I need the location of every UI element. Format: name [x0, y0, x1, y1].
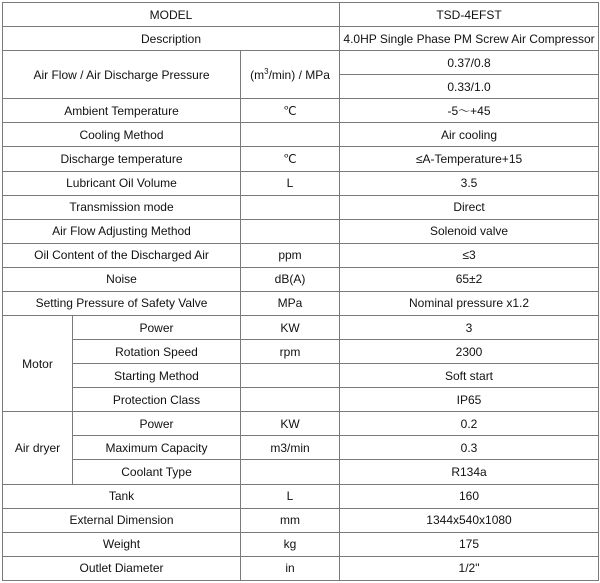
cooling-value: Air cooling — [340, 123, 599, 147]
air-flow-value-2: 0.33/1.0 — [340, 75, 599, 99]
safety-valve-label: Setting Pressure of Safety Valve — [3, 291, 241, 315]
table-row-motor-starting — [3, 364, 599, 388]
description-value: 4.0HP Single Phase PM Screw Air Compressor — [340, 27, 599, 51]
safety-valve-unit: MPa — [241, 291, 340, 315]
table-row-motor-speed — [3, 340, 599, 364]
table-row-motor-protection — [3, 388, 599, 412]
ambient-temp-value: -5～+45 — [340, 99, 599, 123]
table-row-dimension — [3, 508, 599, 532]
ambient-temp-label: Ambient Temperature — [3, 99, 241, 123]
dryer-capacity-unit: m3/min — [241, 436, 340, 460]
table-row-oil-volume — [3, 171, 599, 195]
weight-value: 175 — [340, 532, 599, 556]
noise-unit: dB(A) — [241, 267, 340, 291]
table-row-oil-content — [3, 243, 599, 267]
oil-volume-unit: L — [241, 171, 340, 195]
table-row-outlet — [3, 556, 599, 580]
motor-speed-value: 2300 — [340, 340, 599, 364]
oil-content-value: ≤3 — [340, 243, 599, 267]
noise-label: Noise — [3, 267, 241, 291]
table-row-safety-valve — [3, 291, 599, 315]
dryer-power-unit: KW — [241, 412, 340, 436]
transmission-label: Transmission mode — [3, 195, 241, 219]
table-row-air-flow — [3, 51, 599, 75]
motor-protection-value: IP65 — [340, 388, 599, 412]
motor-power-label: Power — [73, 316, 241, 340]
flow-adjust-label: Air Flow Adjusting Method — [3, 219, 241, 243]
dryer-capacity-value: 0.3 — [340, 436, 599, 460]
table-row-transmission — [3, 195, 599, 219]
description-label: Description — [3, 27, 340, 51]
air-flow-unit-suffix: /min) / MPa — [268, 67, 330, 82]
dryer-capacity-label: Maximum Capacity — [73, 436, 241, 460]
flow-adjust-unit — [241, 219, 340, 243]
air-flow-unit-prefix: (m — [250, 67, 265, 82]
motor-starting-label: Starting Method — [73, 364, 241, 388]
motor-speed-label: Rotation Speed — [73, 340, 241, 364]
motor-protection-unit — [241, 388, 340, 412]
air-flow-value-1: 0.37/0.8 — [340, 51, 599, 75]
dryer-power-value: 0.2 — [340, 412, 599, 436]
table-row-description — [3, 27, 599, 51]
oil-volume-value: 3.5 — [340, 171, 599, 195]
discharge-temp-unit: ℃ — [241, 147, 340, 171]
outlet-label: Outlet Diameter — [3, 556, 241, 580]
table-row-dryer-capacity — [3, 436, 599, 460]
dryer-coolant-value: R134a — [340, 460, 599, 484]
outlet-unit: in — [241, 556, 340, 580]
air-dryer-group-label: Air dryer — [3, 412, 73, 484]
dryer-coolant-unit — [241, 460, 340, 484]
table-row-tank — [3, 484, 599, 508]
cooling-label: Cooling Method — [3, 123, 241, 147]
model-label: MODEL — [3, 3, 340, 27]
motor-starting-value: Soft start — [340, 364, 599, 388]
air-flow-label: Air Flow / Air Discharge Pressure — [3, 51, 241, 99]
tank-label: Tank — [3, 484, 241, 508]
table-row-noise — [3, 267, 599, 291]
table-row-model — [3, 3, 599, 27]
ambient-temp-unit: ℃ — [241, 99, 340, 123]
dryer-coolant-label: Coolant Type — [73, 460, 241, 484]
weight-label: Weight — [3, 532, 241, 556]
outlet-value: 1/2" — [340, 556, 599, 580]
air-flow-unit-sup: 3 — [264, 66, 269, 76]
table-row-discharge-temp — [3, 147, 599, 171]
table-row-motor-power — [3, 316, 599, 340]
table-row-ambient-temp — [3, 99, 599, 123]
noise-value: 65±2 — [340, 267, 599, 291]
discharge-temp-value: ≤A-Temperature+15 — [340, 147, 599, 171]
motor-power-unit: KW — [241, 316, 340, 340]
tank-unit: L — [241, 484, 340, 508]
table-row-cooling — [3, 123, 599, 147]
table-row-dryer-coolant — [3, 460, 599, 484]
table-row-flow-adjust — [3, 219, 599, 243]
table-row-dryer-power — [3, 412, 599, 436]
model-value: TSD-4EFST — [340, 3, 599, 27]
dimension-unit: mm — [241, 508, 340, 532]
motor-power-value: 3 — [340, 316, 599, 340]
motor-group-label: Motor — [3, 316, 73, 412]
safety-valve-value: Nominal pressure x1.2 — [340, 291, 599, 315]
transmission-unit — [241, 195, 340, 219]
cooling-unit — [241, 123, 340, 147]
discharge-temp-label: Discharge temperature — [3, 147, 241, 171]
dimension-value: 1344x540x1080 — [340, 508, 599, 532]
motor-protection-label: Protection Class — [73, 388, 241, 412]
table-row-weight — [3, 532, 599, 556]
oil-volume-label: Lubricant Oil Volume — [3, 171, 241, 195]
oil-content-label: Oil Content of the Discharged Air — [3, 243, 241, 267]
motor-starting-unit — [241, 364, 340, 388]
tank-value: 160 — [340, 484, 599, 508]
spec-table — [2, 2, 599, 581]
motor-speed-unit: rpm — [241, 340, 340, 364]
dimension-label: External Dimension — [3, 508, 241, 532]
air-flow-unit — [241, 51, 340, 99]
transmission-value: Direct — [340, 195, 599, 219]
flow-adjust-value: Solenoid valve — [340, 219, 599, 243]
oil-content-unit: ppm — [241, 243, 340, 267]
dryer-power-label: Power — [73, 412, 241, 436]
weight-unit: kg — [241, 532, 340, 556]
